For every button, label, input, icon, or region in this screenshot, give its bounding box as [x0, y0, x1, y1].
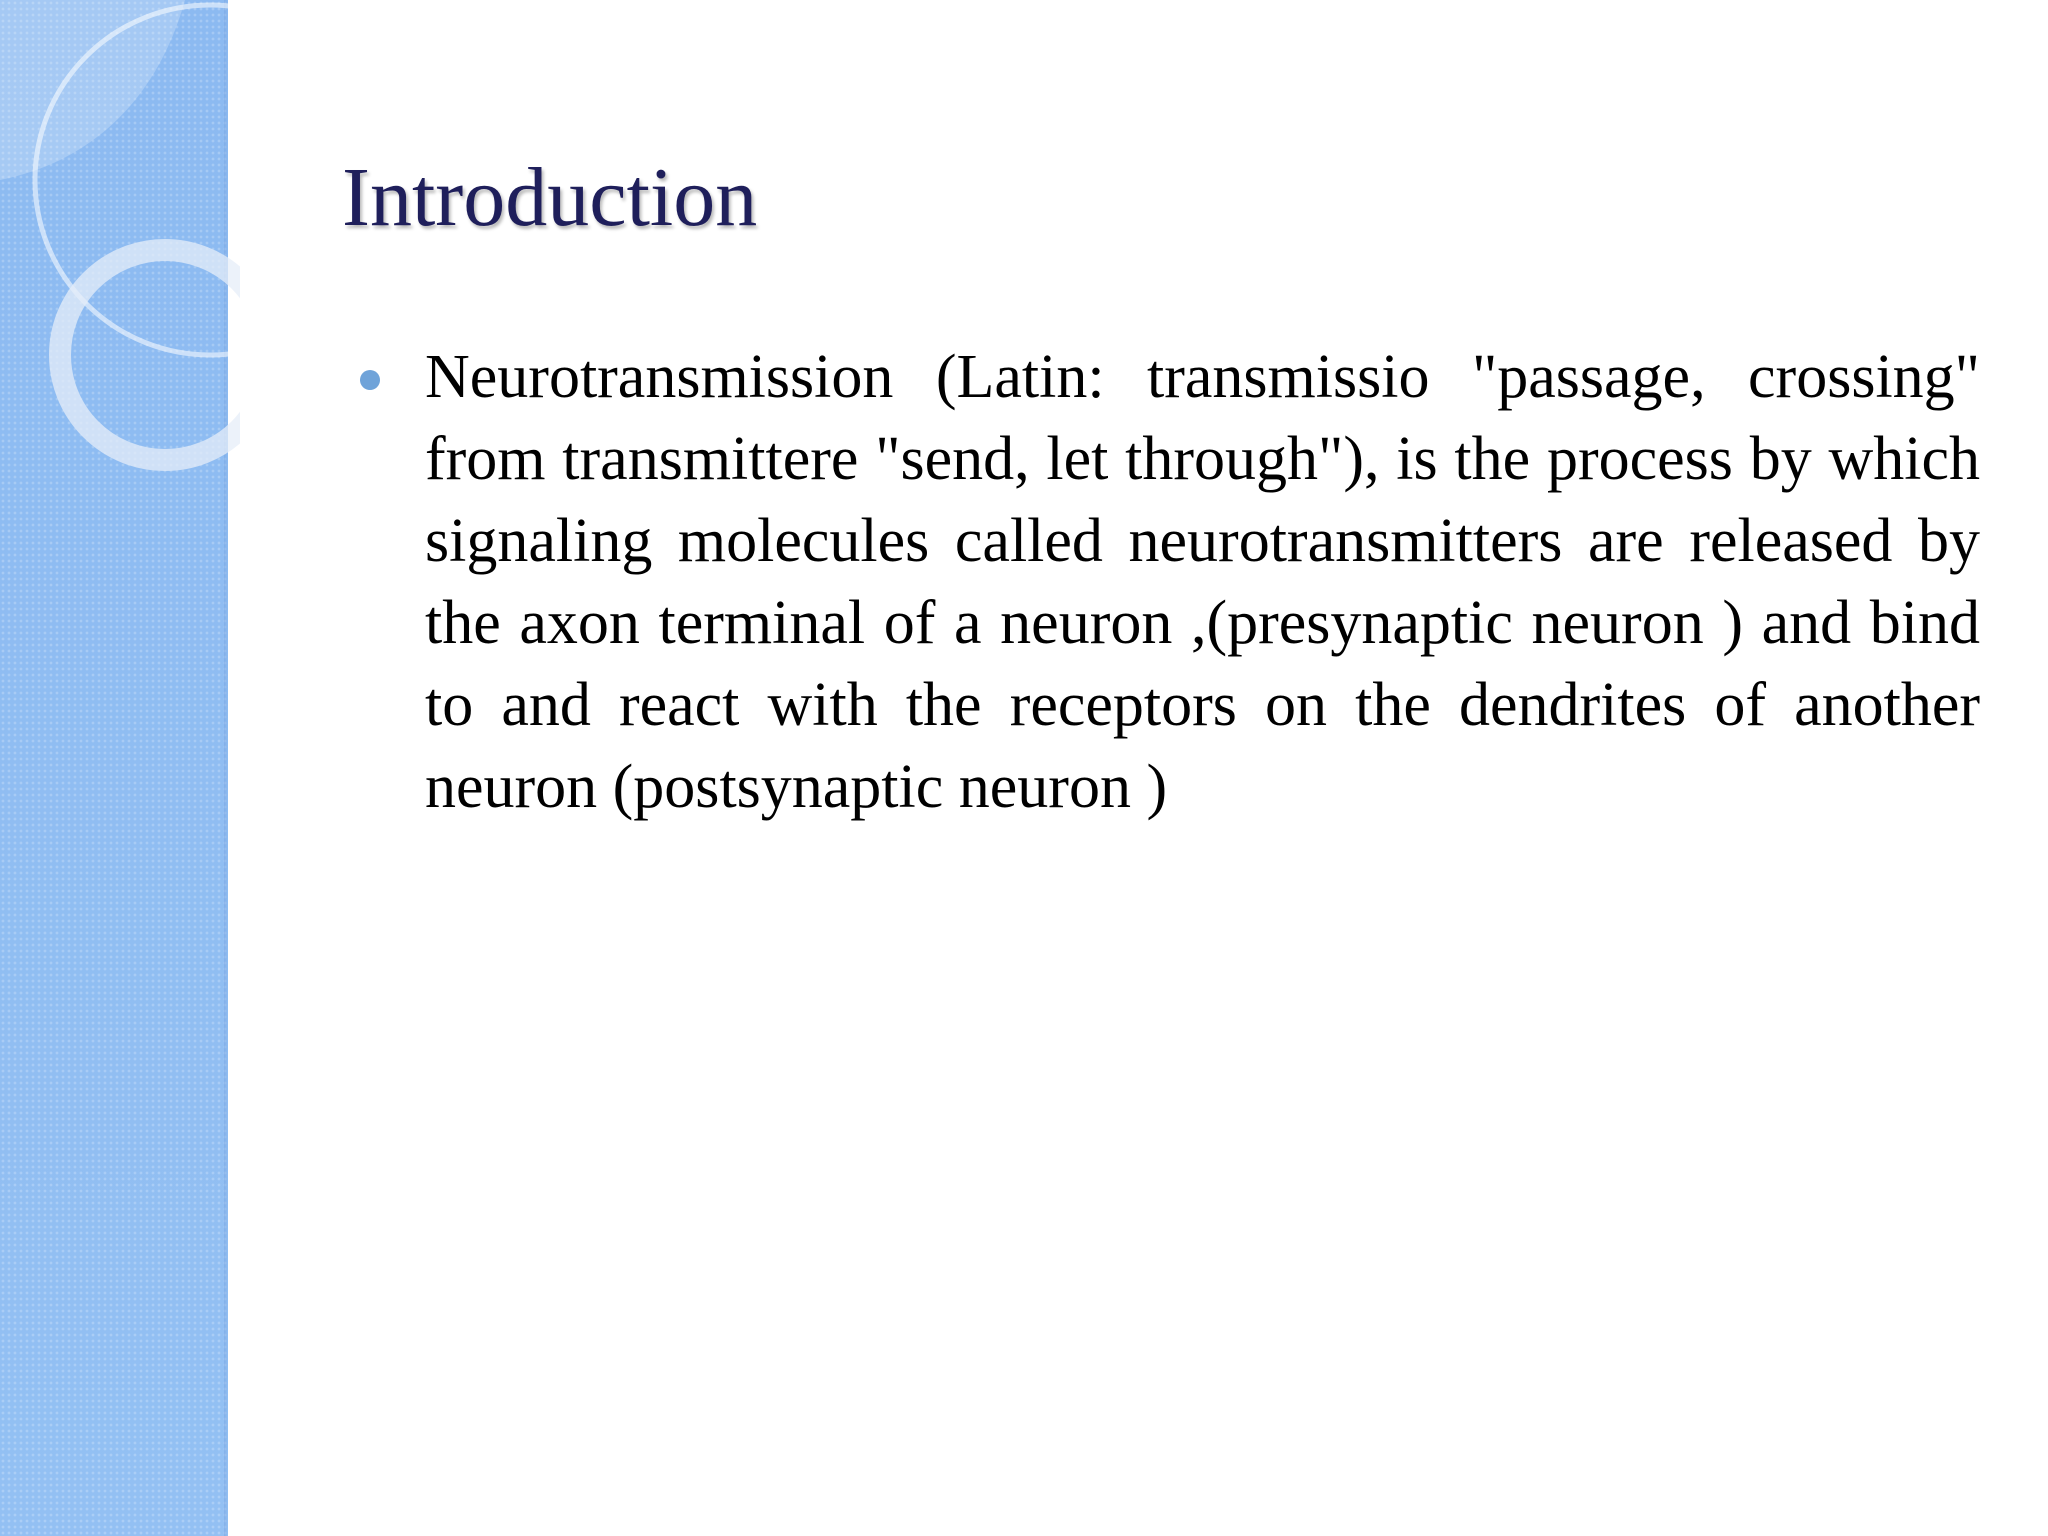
bullet-item — [360, 336, 1980, 828]
corner-highlight-shape — [0, 0, 185, 180]
content-body — [360, 336, 1980, 828]
slide-title: Introduction — [342, 151, 758, 244]
decorative-rings — [0, 0, 240, 520]
bullet-dot-icon — [360, 370, 380, 390]
bullet-text: Neurotransmission (Latin: transmissio "passage, crossing" from transmittere "send, let through"), is the process by which signaling molecules called neurotransmitters are released by the axon terminal of a neuron ,(presynaptic neuron ) and bind to and react with the receptors on the dendrites of another neuron (postsynaptic neuron ) — [425, 343, 1980, 821]
